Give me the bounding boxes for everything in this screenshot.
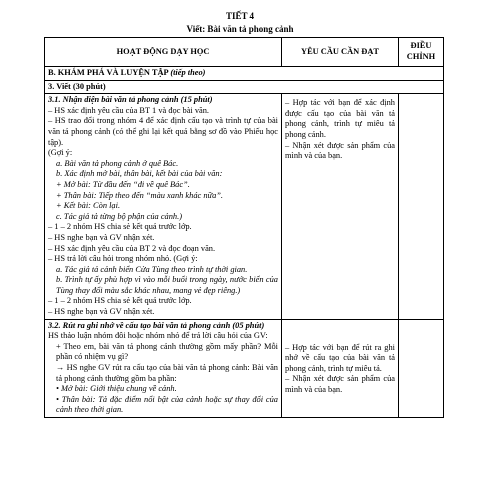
lesson-plan-table (44, 37, 444, 418)
part-32-requirements (282, 319, 399, 417)
lesson-title: TIẾT 4 (225, 11, 255, 21)
list-item: b. Xác định mở bài, thân bài, kết bài của bài văn: (56, 169, 223, 179)
list-item: – 1 – 2 nhóm HS chia sẻ kết quả trước lớp. (48, 222, 192, 232)
requirement-item: – Nhận xét được sản phẩm của mình và của bạn. (285, 374, 395, 395)
header-requirements: YÊU CẦU CẦN ĐẠT (282, 38, 399, 67)
list-item: – HS nghe bạn và GV nhận xét. (48, 232, 155, 242)
list-item: – 1 – 2 nhóm HS chia sẻ kết quả trước lớp. (48, 296, 192, 306)
section-b-note: (tiếp theo) (170, 68, 206, 77)
list-item: a. Bài văn tả phong cảnh ở quê Bác. (56, 158, 179, 168)
header-adjustments: ĐIỀU CHỈNH (399, 38, 444, 67)
lesson-subtitle: Viết: Bài văn tả phong cảnh (186, 24, 294, 34)
list-item: + Theo em, bài văn tả phong cảnh thường gồm mấy phần? Mỗi phần có nhiệm vụ gì? (56, 341, 278, 362)
header-activities: HOẠT ĐỘNG DẠY HỌC (45, 38, 282, 67)
list-item: + Kết bài: Còn lại. (56, 201, 121, 211)
section-b-label: B. KHÁM PHÁ VÀ LUYỆN TẬP (48, 68, 169, 77)
requirement-item: – Hợp tác với bạn để xác định được cấu tạo của bài văn tả phong cảnh, trình tự miêu tả phong cảnh. (285, 98, 395, 139)
requirement-item: – Hợp tác với bạn để rút ra ghi nhớ về cấu tạo của bài văn tả phong cảnh, trình tự miêu tả. (285, 342, 395, 373)
list-item: b. Trình tự ấy phù hợp vì vào mỗi buổi trong ngày, nước biển của Tùng thay đổi màu sắc khác nhau, mang vẻ đẹp riêng.) (56, 275, 278, 295)
section-3-cell: 3. Viết (30 phút) (45, 80, 444, 94)
part-31-activities (45, 94, 282, 319)
part-31-requirements (282, 94, 399, 319)
part-32-adjustments (399, 319, 444, 417)
part-32-row (45, 319, 444, 417)
section-b-row (45, 67, 444, 81)
list-item: + Mở bài: Từ đầu đến “đi về quê Bác”. (56, 179, 190, 189)
part-32-title: 3.2. Rút ra ghi nhớ về cấu tạo bài văn tả phong cảnh (05 phút) (48, 320, 265, 330)
list-item: – HS trao đổi trong nhóm 4 để xác định cấu tạo và trình tự của bài văn tả phong cảnh (có thể ghi lại kết quả bằng sơ đồ vào Phiếu học tập). (48, 116, 278, 147)
section-b-cell (45, 67, 444, 81)
requirement-item: – Nhận xét được sản phẩm của mình và của bạn. (285, 140, 395, 161)
list-item: – HS nghe bạn và GV nhận xét. (48, 307, 155, 317)
part-31-adjustments (399, 94, 444, 319)
part-31-title: 3.1. Nhận diện bài văn tả phong cảnh (15 phút) (48, 95, 213, 105)
list-item: + Thân bài: Tiếp theo đến “màu xanh khác nữa”. (56, 190, 224, 200)
list-item: – HS trả lời câu hỏi trong nhóm nhỏ. (Gợi ý: (48, 254, 198, 264)
list-item: (Gợi ý: (48, 148, 73, 158)
part-31-row (45, 94, 444, 319)
list-item: c. Tác giả tả từng bộ phận của cảnh.) (56, 211, 182, 221)
list-item: → HS nghe GV rút ra cấu tạo của bài văn tả phong cảnh: Bài văn tả phong cảnh thường gồm ba phần: (56, 363, 278, 383)
table-header-row (45, 38, 444, 67)
list-item: • Thân bài: Tả đặc điểm nổi bật của cảnh hoặc sự thay đổi của cảnh theo thời gian. (56, 394, 278, 415)
section-3-row (45, 80, 444, 94)
part-32-activities (45, 319, 282, 417)
list-item: HS thảo luận nhóm đôi hoặc nhóm nhỏ để trả lời câu hỏi của GV: (48, 331, 268, 341)
list-item: • Mở bài: Giới thiệu chung về cảnh. (56, 384, 177, 394)
list-item: – HS xác định yêu cầu của BT 2 và đọc đoạn văn. (48, 243, 216, 253)
list-item: – HS xác định yêu cầu của BT 1 và đọc bài văn. (48, 105, 210, 115)
list-item: a. Tác giả tả cảnh biển Cửa Tùng theo trình tự thời gian. (56, 264, 248, 274)
